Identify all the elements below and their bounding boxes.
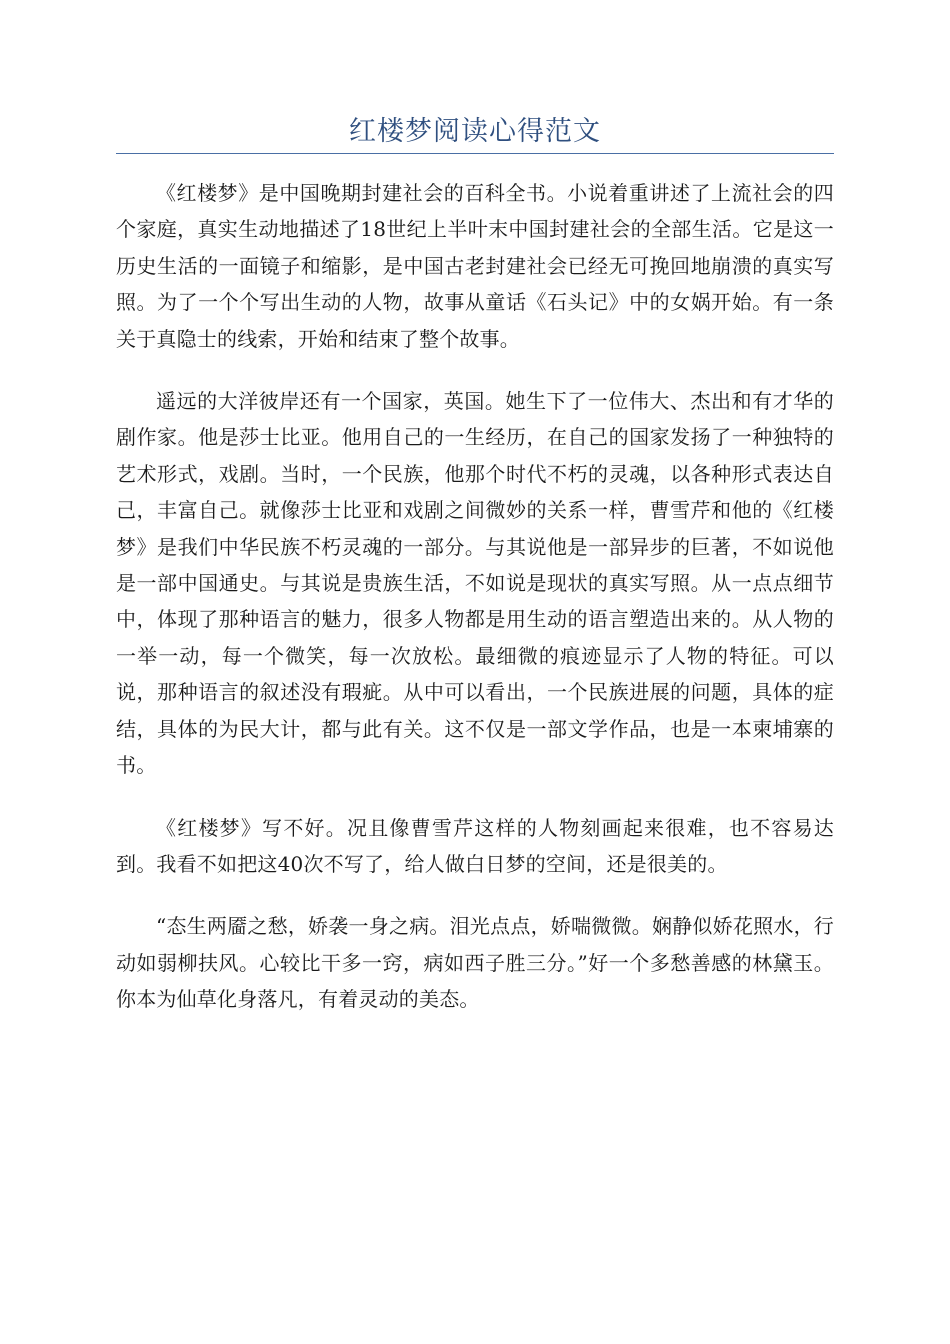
title-underline — [116, 153, 834, 154]
paragraph-4: “态生两靥之愁，娇袭一身之病。泪光点点，娇喘微微。娴静似娇花照水，行动如弱柳扶风。心较比干多一窍，病如西子胜三分。”好一个多愁善感的林黛玉。你本为仙草化身落凡，有着灵动的美态。 — [116, 914, 834, 1012]
document-title: 红楼梦阅读心得范文 — [349, 116, 601, 147]
document-body — [116, 175, 834, 1044]
paragraph-2: 遥远的大洋彼岸还有一个国家，英国。她生下了一位伟大、杰出和有才华的剧作家。他是莎士比亚。他用自己的一生经历，在自己的国家发扬了一种独特的艺术形式，戏剧。当时，一个民族，他那个时代不朽的灵魂，以各种形式表达自己，丰富自己。就像莎士比亚和戏剧之间微妙的关系一样，曹雪芹和他的《红楼梦》是我们中华民族不朽灵魂的一部分。与其说他是一部异步的巨著，不如说他是一部中国通史。与其说是贵族生活，不如说是现状的真实写照。从一点点细节中，体现了那种语言的魅力，很多人物都是用生动的语言塑造出来的。从人物的一举一动，每一个微笑，每一次放松。最细微的痕迹显示了人物的特征。可以说，那种语言的叙述没有瑕疵。从中可以看出，一个民族进展的问题，具体的症结，具体的为民大计，都与此有关。这不仅是一部文学作品，也是一本柬埔寨的书。 — [116, 389, 834, 778]
paragraph-3: 《红楼梦》写不好。况且像曹雪芹这样的人物刻画起来很难，也不容易达到。我看不如把这40次不写了，给人做白日梦的空间，还是很美的。 — [116, 815, 834, 876]
paragraph-1: 《红楼梦》是中国晚期封建社会的百科全书。小说着重讲述了上流社会的四个家庭，真实生动地描述了18世纪上半叶末中国封建社会的全部生活。它是这一历史生活的一面镜子和缩影，是中国古老封建社会已经无可挽回地崩溃的真实写照。为了一个个写出生动的人物，故事从童话《石头记》中的女娲开始。有一条关于真隐士的线索，开始和结束了整个故事。 — [116, 181, 834, 351]
